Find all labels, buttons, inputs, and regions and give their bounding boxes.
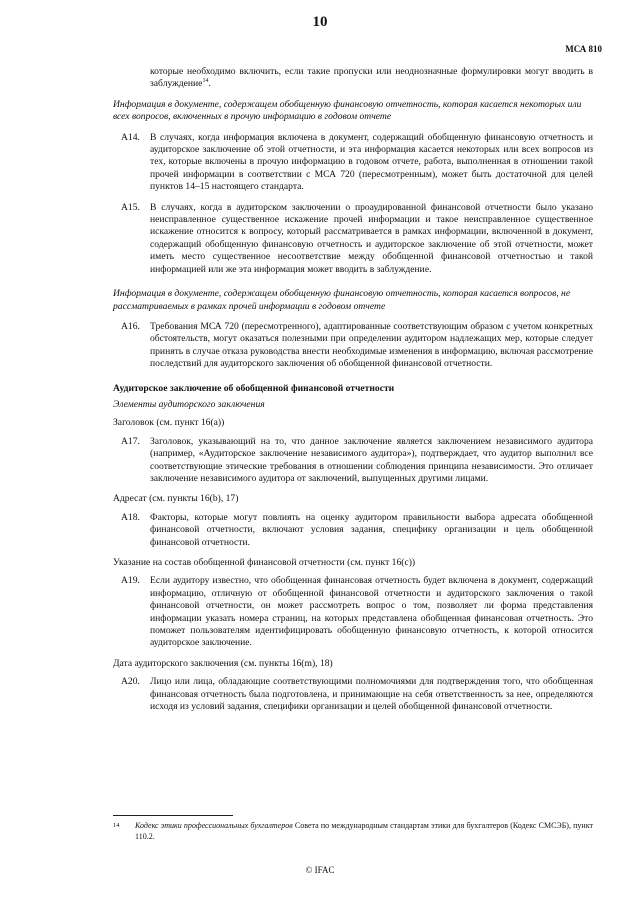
paragraph-a16	[113, 321, 593, 371]
paragraph-a14	[113, 132, 593, 194]
paragraph-a20	[113, 676, 593, 713]
footnote-text	[135, 821, 593, 842]
intro-tail: .	[208, 78, 211, 90]
paragraph-text: Факторы, которые могут повлиять на оценку аудитором правильности выбора адресата обобщенной финансовой отчетности, включают условия задания, специфику организации и цель обобщенной финансовой отчетности.	[150, 511, 593, 548]
paragraph-text: Заголовок, указывающий на то, что данное заключение является заключением независимого аудитора (например, «Аудиторское заключение независимого аудитора»), подтверждает, что аудитор выполнил все соответствующие этические требования в отношении соблюдения принципа независимости. Это отличает заключение независимого аудитора от заключений, выпущенных другими лицами.	[150, 435, 593, 484]
page-number: 10	[312, 14, 328, 30]
footnote-body: Совета по международным стандартам этики для бухгалтеров (Кодекс СМСЭБ), пункт 110.2.	[135, 821, 593, 841]
paragraph-text: В случаях, когда информация включена в документ, содержащий обобщенную финансовую отчетность и аудиторское заключение об этой отчетности, и эта информация касается некоторых или всех вопросов из тех, которые включены в прочую информацию в годовом отчете, работа, выполненная в отношении такой прочей информации в соответствии с МСА 720 (пересмотренным), может быть достаточной для целей пунктов 14–15 настоящего стандарта.	[150, 131, 593, 193]
paragraph-number: A18.	[121, 511, 140, 523]
date-heading: Дата аудиторского заключения (см. пункты 16(m), 18)	[113, 657, 333, 669]
paragraph-number: A14.	[121, 131, 140, 143]
paragraph-a17	[113, 436, 593, 486]
footnote-divider	[113, 815, 233, 816]
intro-continuation	[150, 66, 593, 91]
section-heading-1: Информация в документе, содержащем обобщенную финансовую отчетность, которая касается некоторых или всех вопросов, включенных в прочую информацию в годовом отчете	[113, 98, 582, 123]
addressee-heading: Адресат (см. пункты 16(b), 17)	[113, 493, 239, 505]
paragraph-text: Если аудитору известно, что обобщенная финансовая отчетность будет включена в документ, содержащий информацию, отличную от обобщенной финансовой отчетности и аудиторского заключения о такой финансовой отчетности, он может рассмотреть вопрос о том, позволяет ли форма представления информации указать номера страниц, на которых представлена обобщенная финансовая отчетность. Это поможет пользователям идентифицировать обобщенную финансовую отчетность, к которой относится аудиторское заключение.	[150, 575, 593, 649]
paragraph-number: A17.	[121, 435, 140, 447]
footnote-italic-title: Кодекс этики профессиональных бухгалтеров	[135, 821, 293, 830]
paragraph-a18	[113, 512, 593, 549]
paragraph-text: Лицо или лица, обладающие соответствующими полномочиями для подтверждения того, что обобщенная финансовая отчетность была подготовлена, и принимающие на себя ответственность за нее, определяются исходя из условий задания, специфики организации и целей обобщенной финансовой отчетности.	[150, 676, 593, 713]
standard-label: МСА 810	[565, 44, 602, 54]
intro-text: которые необходимо включить, если такие пропуски или неоднозначные формулировки могут вводить в заблуждение	[150, 66, 593, 90]
paragraph-text: Требования МСА 720 (пересмотренного), адаптированные соответствующим образом с учетом конкретных обстоятельств, могут оказаться полезными при определении аудитором надлежащих мер, которые следует принять в случае отказа руководства внести необходимые изменения в информацию, включая рассмотрение последствий для аудиторского заключения об обобщенной финансовой отчетности.	[150, 320, 593, 370]
section-heading-2: Информация в документе, содержащем обобщенную финансовую отчетность, которая касается вопросов, не рассматриваемых в рамках прочей информации в годовом отчете	[113, 288, 571, 312]
page-content	[113, 66, 593, 713]
paragraph-number: A20.	[121, 676, 140, 688]
title-heading: Заголовок (см. пункт 16(a))	[113, 417, 225, 429]
copyright-footer: © IFAC	[305, 865, 335, 875]
subheading-elements: Элементы аудиторского заключения	[113, 398, 265, 410]
footnote	[113, 821, 593, 842]
paragraph-number: A16.	[121, 320, 140, 332]
footnote-ref[interactable]: 14	[202, 78, 209, 85]
paragraph-a19	[113, 575, 593, 649]
paragraph-number: A19.	[121, 575, 140, 587]
section-heading-3: Аудиторское заключение об обобщенной финансовой отчетности	[113, 382, 395, 394]
footnote-number: 14	[113, 822, 120, 829]
paragraph-text: В случаях, когда в аудиторском заключении о проаудированной финансовой отчетности было указано неисправленное существенное искажение прочей информации и такое неисправленное существенное искажение относится к вопросу, который рассматривается в рамках информации, включенной в документ, содержащий обобщенную финансовую отчетность и аудиторское заключение об этой отчетности, может иметь место существенное несоответствие между обобщенной финансовой отчетностью и такой информацией или же эта информация может вводить в заблуждение.	[150, 201, 593, 275]
paragraph-number: A15.	[121, 201, 140, 213]
identification-heading: Указание на состав обобщенной финансовой отчетности (см. пункт 16(c))	[113, 557, 416, 568]
paragraph-a15	[113, 202, 593, 276]
